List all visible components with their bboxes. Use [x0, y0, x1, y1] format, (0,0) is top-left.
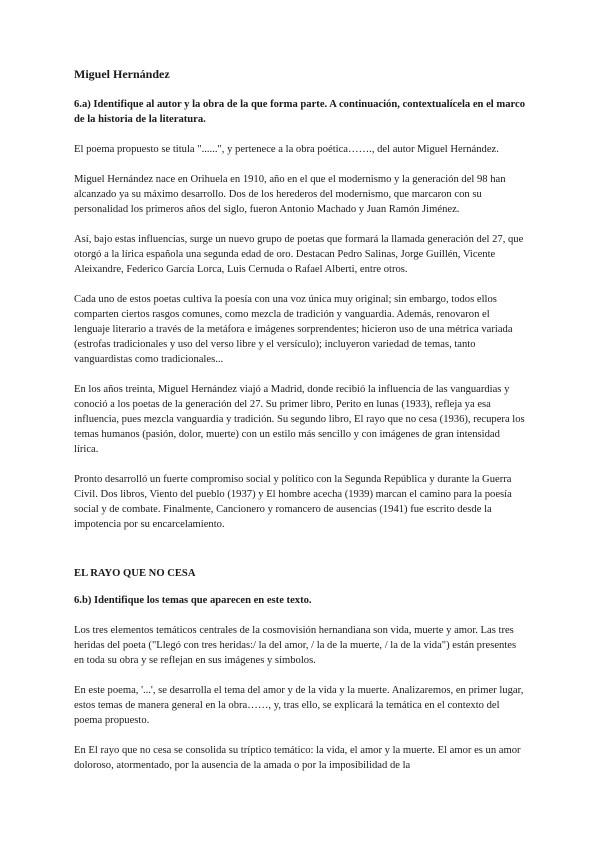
paragraph-b-2: En este poema, '...', se desarrolla el tema del amor y de la vida y la muerte. Analizaremos, en primer lugar, estos temas de manera general en la obra……, y, tras ello, se explicará la temática en el contexto del poema propuesto.: [74, 685, 524, 726]
paragraph-a-5: En los años treinta, Miguel Hernández viajó a Madrid, donde recibió la influencia de las vanguardias y conoció a los poetas de la generación del 27. Su primer libro, Perito en lunas (1933), refleja ya esa influencia, pues mezcla vanguardia y tradición. Su segundo libro, El rayo que no cesa (1936), recupera los temas humanos (pasión, dolor, muerte) con un estilo más sencillo y con imágenes de gran intensidad lírica.: [74, 384, 525, 455]
question-6a: 6.a) Identifique al autor y la obra de la que forma parte. A continuación, contextualícela en el marco de la historia de la literatura.: [74, 99, 525, 125]
paragraph-a-4: Cada uno de estos poetas cultiva la poesía con una voz única muy original; sin embargo, todos ellos comparten ciertos rasgos comunes, como mezcla de tradición y vanguardia. Además, renovaron el lenguaje literario a través de la metáfora e imágenes sorprendentes; hicieron uso de una métrica variada (estrofas tradicionales y uso del verso libre y el versículo); incluyeron variedad de temas, tanto vanguardistas como tradicionales...: [74, 294, 513, 365]
document-title: Miguel Hernández: [74, 67, 170, 81]
paragraph-b-1: Los tres elementos temáticos centrales de la cosmovisión hernandiana son vida, muerte y amor. Las tres heridas del poeta ("Llegó con tres heridas:/ la del amor, / la de la muerte, / la de la vida") están presentes en toda su obra y se reflejan en sus imágenes y símbolos.: [74, 625, 517, 666]
paragraph-a-6: Pronto desarrolló un fuerte compromiso social y político con la Segunda República y durante la Guerra Civil. Dos libros, Viento del pueblo (1937) y El hombre acecha (1939) marcan el camino para la poesía social y de combate. Finalmente, Cancionero y romancero de ausencias (1941) fue escrito desde la impotencia por su encarcelamiento.: [74, 474, 512, 530]
section-heading: EL RAYO QUE NO CESA: [74, 568, 196, 579]
paragraph-a-2: Miguel Hernández nace en Orihuela en 1910, año en el que el modernismo y la generación del 98 han alcanzado ya su máximo desarrollo. Dos de los herederos del modernismo, que marcaron con su personalidad los primeros años del siglo, fueron Antonio Machado y Juan Ramón Jiménez.: [74, 174, 506, 215]
question-6b: 6.b) Identifique los temas que aparecen en este texto.: [74, 595, 312, 606]
paragraph-a-1: El poema propuesto se titula "......", y pertenece a la obra poética……., del autor Miguel Hernández.: [74, 144, 499, 155]
paragraph-a-3: Así, bajo estas influencias, surge un nuevo grupo de poetas que formará la llamada generación del 27, que otorgó a la lírica española una segunda edad de oro. Destacan Pedro Salinas, Jorge Guillén, Vicente Aleixandre, Federico García Lorca, Luis Cernuda o Rafael Alberti, entre otros.: [74, 234, 524, 275]
paragraph-b-3: En El rayo que no cesa se consolida su tríptico temático: la vida, el amor y la muerte. El amor es un amor doloroso, atormentado, por la ausencia de la amada o por la imposibilidad de la: [74, 745, 521, 771]
